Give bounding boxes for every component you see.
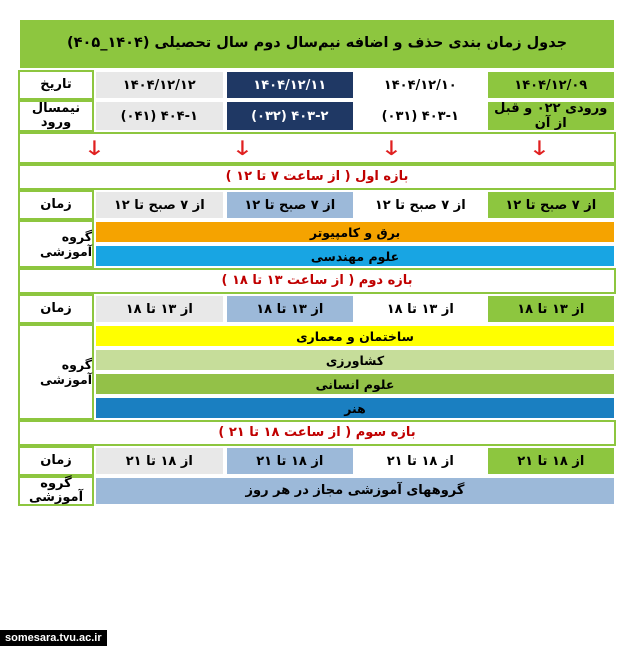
entry-term-values [94, 100, 616, 132]
row-label-time-1: زمان [18, 190, 94, 220]
date-cell-1: ۱۴۰۴/۱۲/۰۹ [486, 70, 617, 100]
down-arrow-icon: ↓ [528, 136, 552, 160]
entry-term-cell-3: ۴۰۳-۲ (۰۳۲) [225, 100, 356, 132]
band-1-group-bars [94, 220, 616, 268]
band-2-group-block [18, 324, 616, 420]
date-cell-3: ۱۴۰۴/۱۲/۱۱ [225, 70, 356, 100]
date-values [94, 70, 616, 100]
schedule-table [18, 18, 616, 631]
band-2-time-cell-3: از ۱۳ تا ۱۸ [225, 294, 356, 324]
watermark: somesara.tvu.ac.ir [0, 630, 107, 646]
down-arrow-icon: ↓ [82, 136, 106, 160]
band-1-time-cell-2: از ۷ صبح تا ۱۲ [355, 190, 486, 220]
band-1-heading-row [18, 164, 616, 190]
down-arrow-icon: ↓ [231, 136, 255, 160]
band-1-time-values [94, 190, 616, 220]
band-3-heading: بازه سوم ( از ساعت ۱۸ تا ۲۱ ) [18, 420, 616, 446]
band-3-time-cell-4: از ۱۸ تا ۲۱ [94, 446, 225, 476]
arrow-slot-4 [20, 138, 169, 158]
band-1-time-cell-4: از ۷ صبح تا ۱۲ [94, 190, 225, 220]
date-row [18, 70, 616, 100]
row-label-time-3: زمان [18, 446, 94, 476]
band-3-time-cell-1: از ۱۸ تا ۲۱ [486, 446, 617, 476]
band-2-time-cell-1: از ۱۳ تا ۱۸ [486, 294, 617, 324]
band-3-time-cell-2: از ۱۸ تا ۲۱ [355, 446, 486, 476]
group-bar-agriculture: کشاورزی [94, 348, 616, 372]
row-label-group-1: گروه آموزشی [18, 220, 94, 268]
group-bar-art: هنر [94, 396, 616, 420]
group-bar-humanities: علوم انسانی [94, 372, 616, 396]
band-1-group-block [18, 220, 616, 268]
group-bar-construction-architecture: ساختمان و معماری [94, 324, 616, 348]
entry-term-cell-4: ۴۰۴-۱ (۰۴۱) [94, 100, 225, 132]
band-3-time-values [94, 446, 616, 476]
band-2-time-values [94, 294, 616, 324]
entry-term-cell-1: ورودی ۰۲۲ و قبل از آن [486, 100, 617, 132]
row-label-date: تاریخ [18, 70, 94, 100]
band-2-time-cell-2: از ۱۳ تا ۱۸ [355, 294, 486, 324]
arrow-slot-2 [317, 138, 466, 158]
page-title: جدول زمان بندی حذف و اضافه نیم‌سال دوم سال تحصیلی (۱۴۰۴_۴۰۵) [18, 18, 616, 70]
row-label-group-3: گروه آموزشی [18, 476, 94, 506]
row-label-group-2: گروه آموزشی [18, 324, 94, 420]
band-1-heading: بازه اول ( از ساعت ۷ تا ۱۲ ) [18, 164, 616, 190]
group-bar-engineering-sciences: علوم مهندسی [94, 244, 616, 268]
down-arrow-icon: ↓ [379, 136, 403, 160]
entry-term-row [18, 100, 616, 132]
date-cell-4: ۱۴۰۴/۱۲/۱۲ [94, 70, 225, 100]
band-3-time-row [18, 446, 616, 476]
band-2-group-bars [94, 324, 616, 420]
band-2-time-cell-4: از ۱۳ تا ۱۸ [94, 294, 225, 324]
entry-term-cell-2: ۴۰۳-۱ (۰۳۱) [355, 100, 486, 132]
arrow-slot-3 [169, 138, 318, 158]
band-1-time-cell-3: از ۷ صبح تا ۱۲ [225, 190, 356, 220]
group-bar-electrical-computer: برق و کامپیوتر [94, 220, 616, 244]
date-cell-2: ۱۴۰۴/۱۲/۱۰ [355, 70, 486, 100]
row-label-time-2: زمان [18, 294, 94, 324]
row-label-entry-term: نیمسال ورود [18, 100, 94, 132]
band-3-time-cell-3: از ۱۸ تا ۲۱ [225, 446, 356, 476]
arrow-strip [18, 132, 616, 164]
band-3-footer-values [94, 476, 616, 506]
band-3-heading-row [18, 420, 616, 446]
band-2-heading: بازه دوم ( از ساعت ۱۳ تا ۱۸ ) [18, 268, 616, 294]
band-1-time-row [18, 190, 616, 220]
arrow-row [18, 132, 616, 164]
title-row [18, 18, 616, 70]
band-1-time-cell-1: از ۷ صبح تا ۱۲ [486, 190, 617, 220]
arrow-slot-1 [466, 138, 615, 158]
band-3-footer-row [18, 476, 616, 506]
band-2-heading-row [18, 268, 616, 294]
band-2-time-row [18, 294, 616, 324]
band-3-footer-note: گروههای آموزشی مجاز در هر روز [94, 476, 616, 506]
